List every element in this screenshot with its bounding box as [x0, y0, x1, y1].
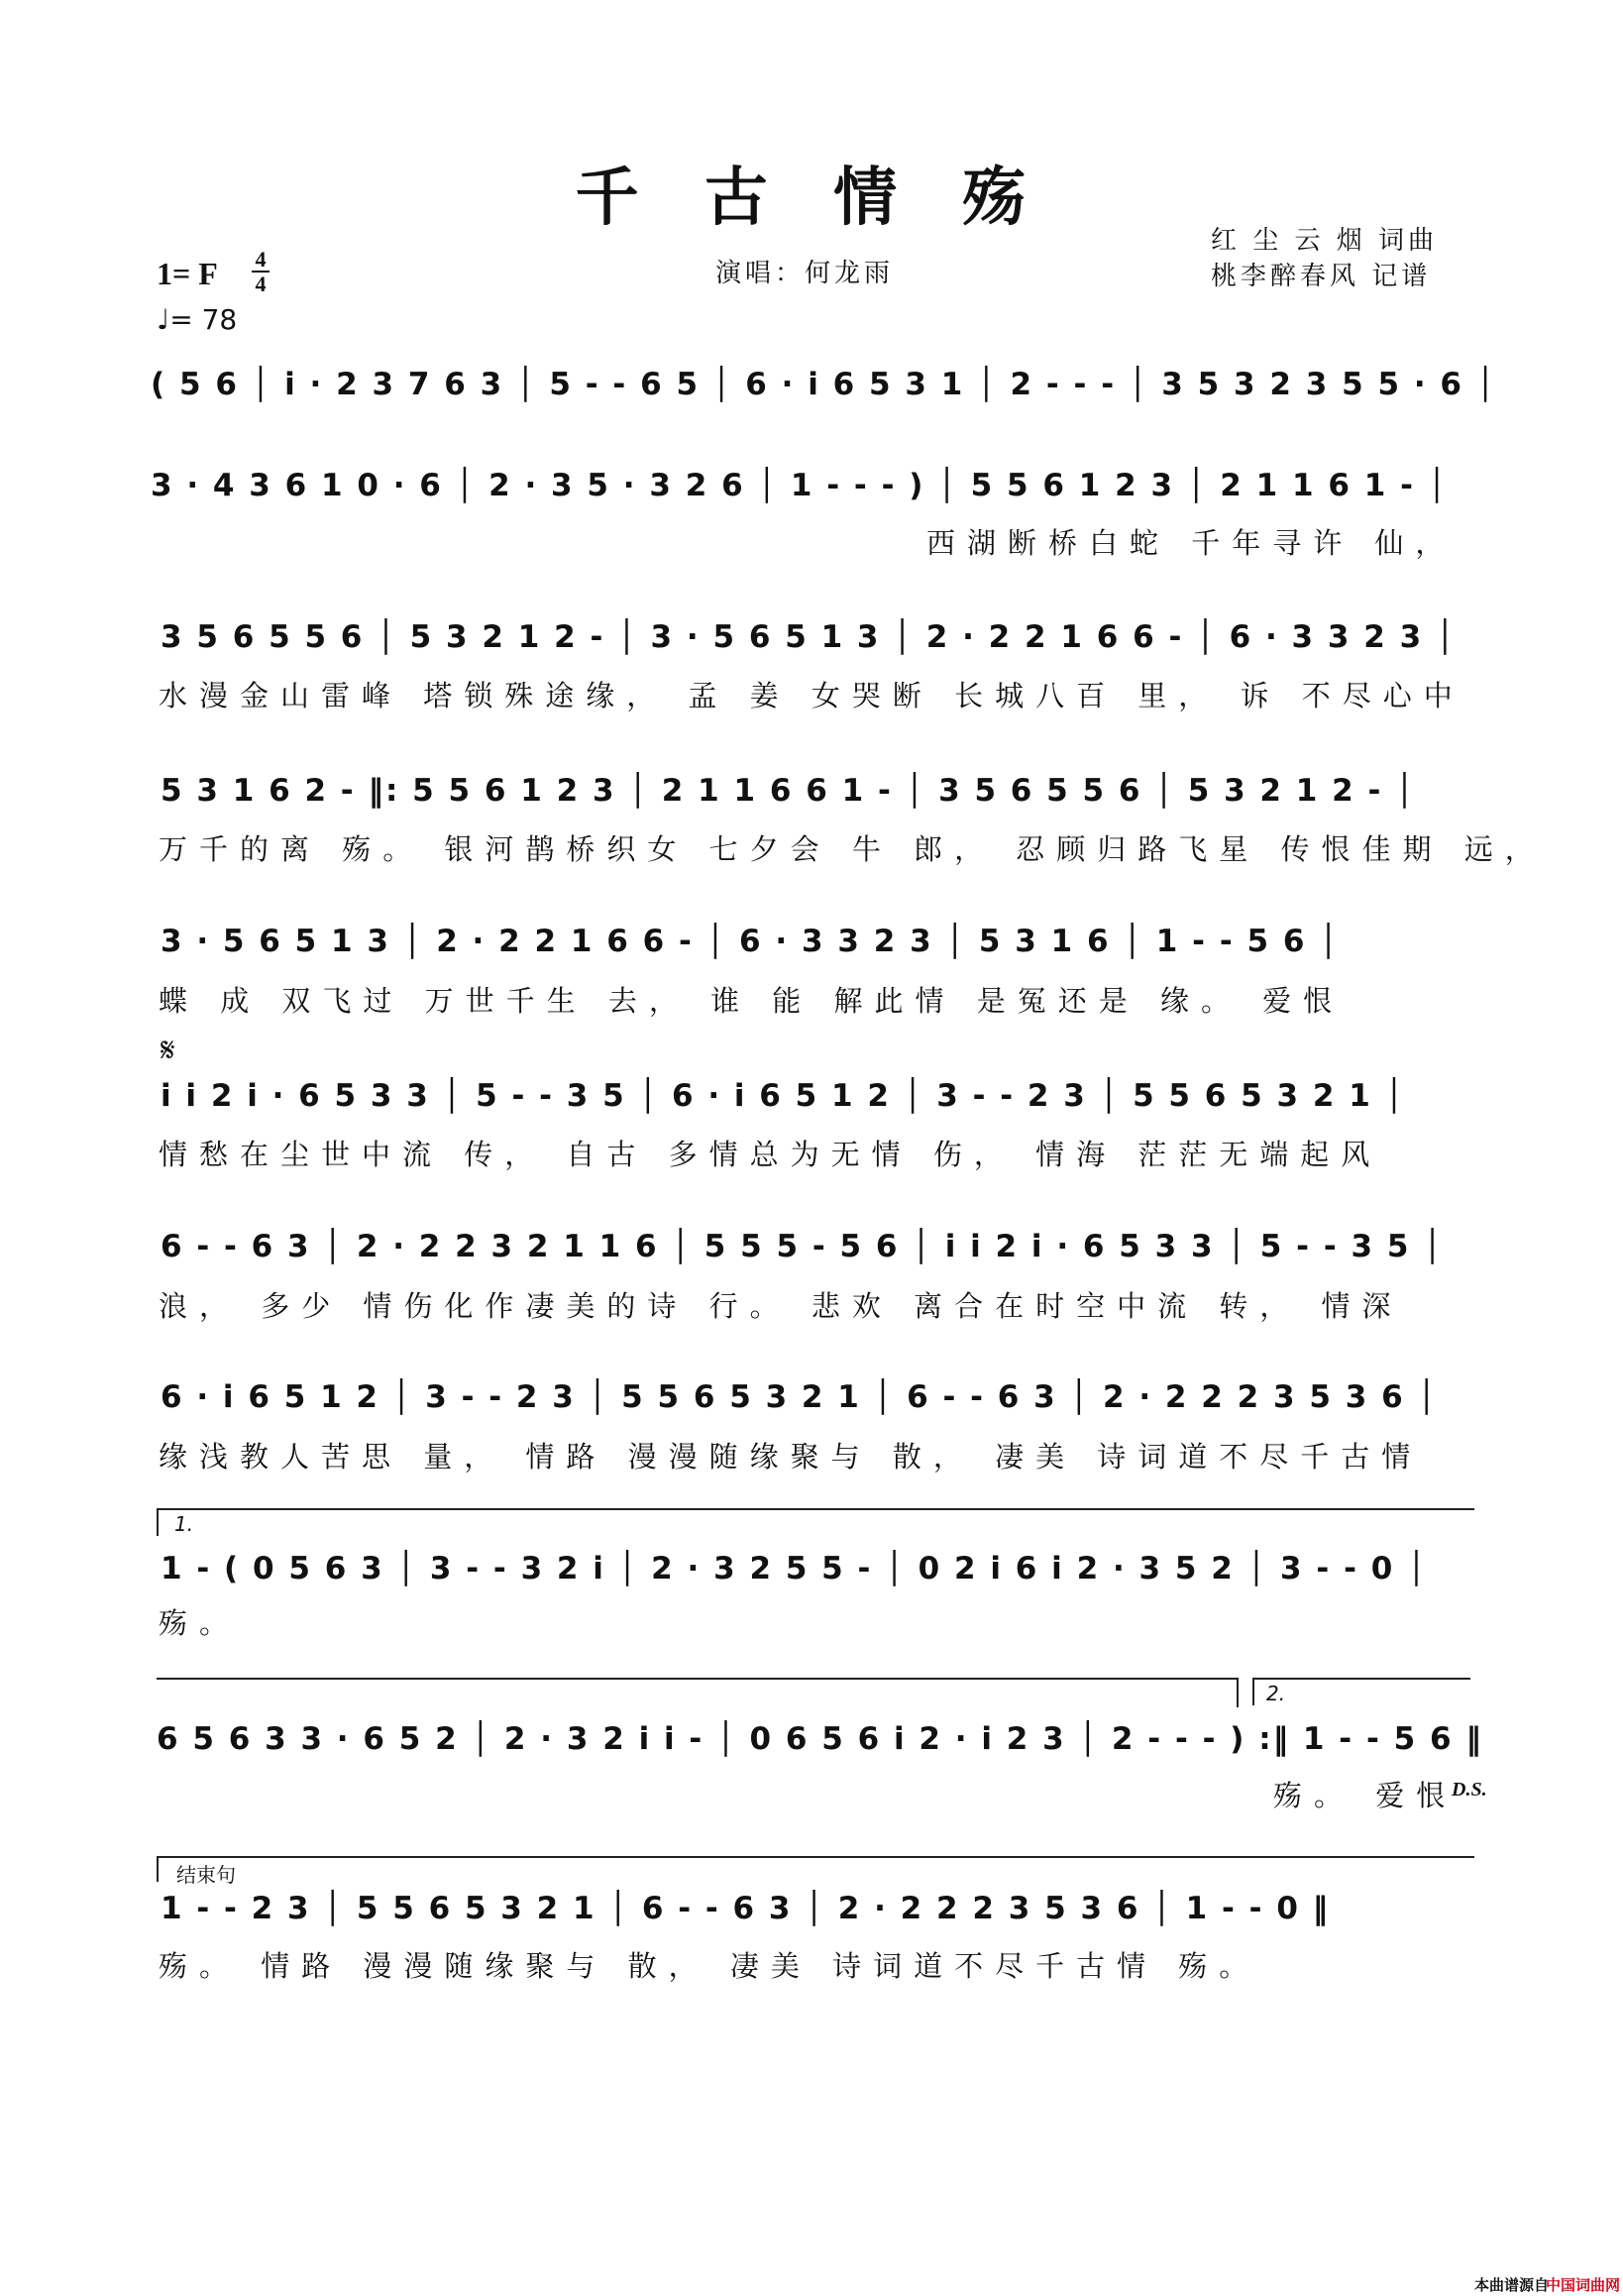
footer-site-link[interactable]: 中国词曲网 — [1546, 2276, 1621, 2294]
time-signature — [252, 248, 270, 295]
volta-1-bracket-edge — [157, 1508, 159, 1536]
score-row-4-lyrics: 万千的离 殇。 银河鹊桥织女 七夕会 牛 郎， 忍顾归路飞星 传恨佳期 远， — [159, 832, 1546, 866]
footer-source: 本曲谱源自 — [1474, 2276, 1550, 2294]
score-row-4-notes: 5 3 1 6 2 - ‖: 5 5 6 1 2 3 │ 2 1 1 6 6 1 - │ 3 5 6 5 5 6 │ 5 3 2 1 2 - │ — [161, 773, 1416, 809]
volta-2-label: 2. — [1266, 1682, 1286, 1705]
score-row-1-notes: ( 5 6 │ i · 2 3 7 6 3 │ 5 - - 6 5 │ 6 · i 6 5 3 1 │ 2 - - - │ 3 5 3 2 3 5 5 · 6 │ — [151, 367, 1497, 402]
key-signature: 1= F — [157, 256, 218, 291]
song-title: 千 古 情 殇 — [575, 161, 1048, 235]
score-row-3-notes: 3 5 6 5 5 6 │ 5 3 2 1 2 - │ 3 · 5 6 5 1 3 │ 2 · 2 2 1 6 6 - │ 6 · 3 3 2 3 │ — [161, 619, 1457, 655]
score-row-11-lyrics: 殇。 情路 漫漫随缘聚与 散， 凄美 诗词道不尽千古情 殇。 — [159, 1949, 1260, 1983]
volta-1-bracket — [157, 1508, 1474, 1510]
ending-label: 结束句 — [176, 1863, 236, 1887]
score-row-5-notes: 3 · 5 6 5 1 3 │ 2 · 2 2 1 6 6 - │ 6 · 3 3 2 3 │ 5 3 1 6 │ 1 - - 5 6 │ — [161, 924, 1340, 959]
ds-marking: D.S. — [1452, 1779, 1487, 1801]
volta-2-bracket-edge — [1252, 1678, 1254, 1705]
score-row-7-notes: 6 - - 6 3 │ 2 · 2 2 3 2 1 1 6 │ 5 5 5 - 5 6 │ i i 2 i · 6 5 3 3 │ 5 - - 3 5 │ — [161, 1229, 1444, 1264]
transcriber-credit: 桃李醉春风 记谱 — [1211, 262, 1432, 291]
score-row-7-lyrics: 浪， 多少 情伤化作凄美的诗 行。 悲欢 离合在时空中流 转， 情深 — [159, 1289, 1403, 1323]
score-row-6-notes: i i 2 i · 6 5 3 3 │ 5 - - 3 5 │ 6 · i 6 5 1 2 │ 3 - - 2 3 │ 5 5 6 5 3 2 1 │ — [161, 1078, 1406, 1114]
score-row-6-lyrics: 情愁在尘世中流 传， 自古 多情总为无情 伤， 情海 茫茫无端起风 — [159, 1138, 1382, 1171]
score-row-8-notes: 6 · i 6 5 1 2 │ 3 - - 2 3 │ 5 5 6 5 3 2 1 │ 6 - - 6 3 │ 2 · 2 2 2 3 5 3 6 │ — [161, 1379, 1439, 1415]
score-row-2-notes: 3 · 4 3 6 1 0 · 6 │ 2 · 3 5 · 3 2 6 │ 1 - - - ) │ 5 5 6 1 2 3 │ 2 1 1 6 1 - │ — [151, 468, 1449, 503]
volta-1-bracket-cont — [157, 1678, 1237, 1680]
tempo-marking: ♩= 78 — [157, 303, 238, 336]
volta-1-bracket-end — [1237, 1678, 1239, 1707]
volta-1-label: 1. — [174, 1512, 194, 1536]
singer-credit: 演唱：何龙雨 — [715, 259, 895, 288]
score-row-10-notes: 6 5 6 3 3 · 6 5 2 │ 2 · 3 2 i i - │ 0 6 5 6 i 2 · i 2 3 │ 2 - - - ) :‖ 1 - - 5 6 ‖ — [157, 1721, 1483, 1757]
ending-bracket — [157, 1856, 1474, 1858]
score-row-5-lyrics: 蝶 成 双飞过 万世千生 去， 谁 能 解此情 是冤还是 缘。 爱恨 — [159, 984, 1345, 1018]
score-row-10-lyrics: 殇。 爱恨 — [1273, 1779, 1458, 1812]
score-row-9-notes: 1 - ( 0 5 6 3 │ 3 - - 3 2 i │ 2 · 3 2 5 5 - │ 0 2 i 6 i 2 · 3 5 2 │ 3 - - 0 │ — [161, 1551, 1428, 1586]
score-row-3-lyrics: 水漫金山雷峰 塔锁殊途缘， 孟 姜 女哭断 长城八百 里， 诉 不尽心中 — [159, 679, 1464, 712]
score-row-11-notes: 1 - - 2 3 │ 5 5 6 5 3 2 1 │ 6 - - 6 3 │ 2 · 2 2 2 3 5 3 6 │ 1 - - 0 ‖ — [161, 1891, 1331, 1926]
score-row-9-lyrics: 殇。 — [159, 1606, 241, 1640]
time-signature-bottom: 4 — [255, 272, 267, 296]
volta-2-bracket — [1252, 1678, 1470, 1680]
time-signature-top: 4 — [255, 247, 267, 272]
composer-credit: 红 尘 云 烟 词曲 — [1211, 226, 1439, 256]
segno-sign: 𝄋 — [161, 1031, 175, 1070]
score-row-8-lyrics: 缘浅教人苦思 量， 情路 漫漫随缘聚与 散， 凄美 诗词道不尽千古情 — [159, 1440, 1423, 1474]
score-row-2-lyrics: 西湖断桥白蛇 千年寻许 仙， — [926, 526, 1457, 560]
ending-bracket-edge — [157, 1856, 159, 1882]
